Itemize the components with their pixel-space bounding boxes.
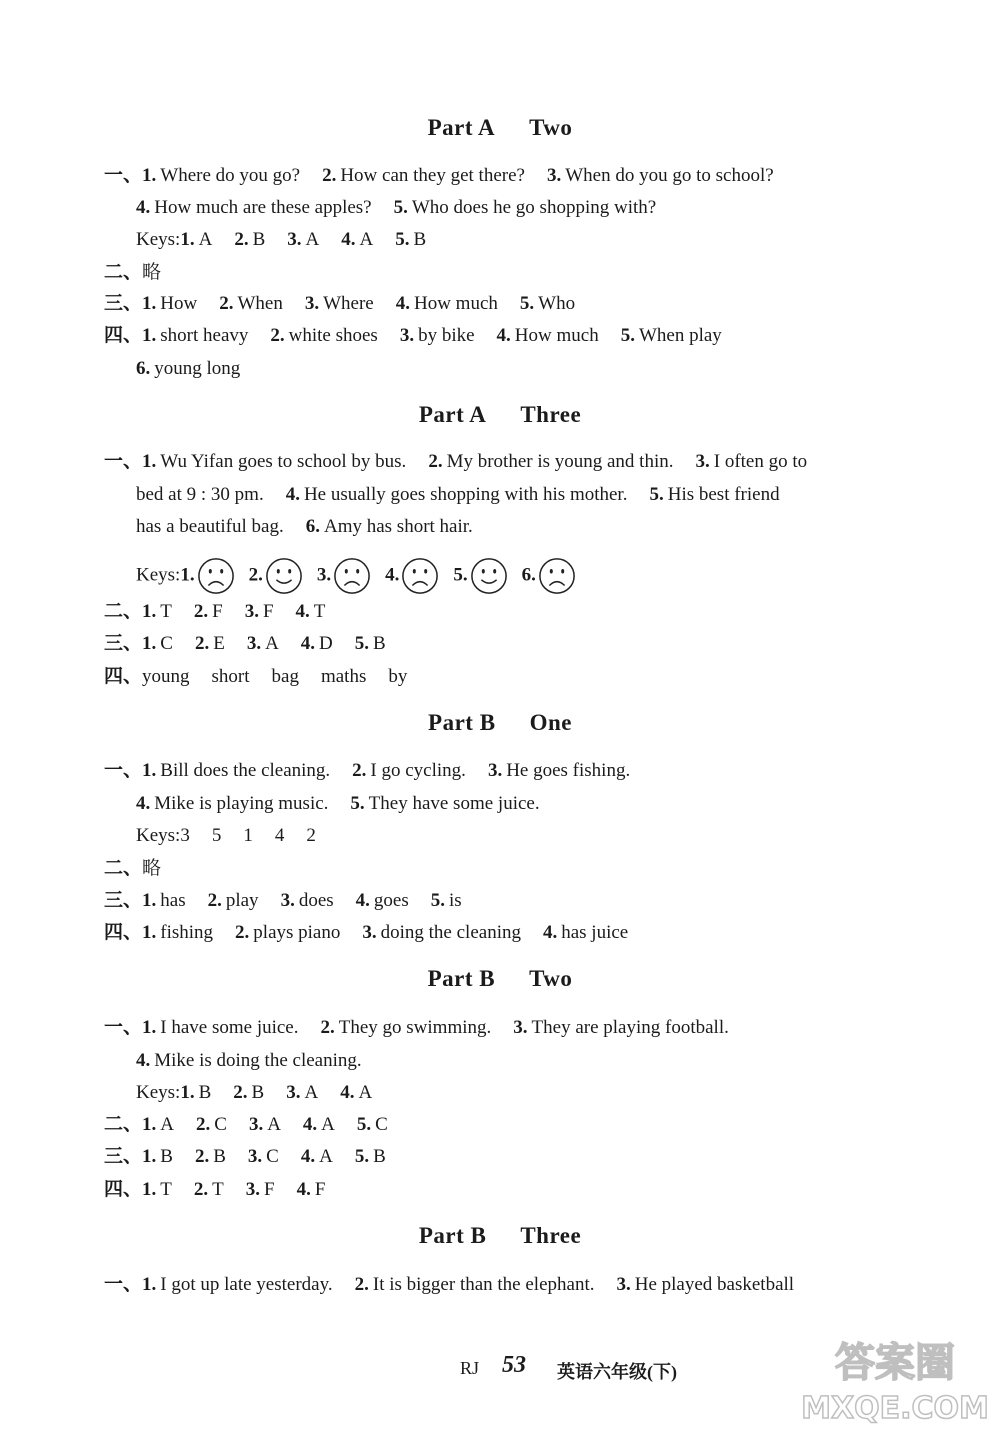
page-number: 53 — [502, 1352, 526, 1378]
item-number: 3. — [695, 451, 710, 472]
item-number: 2. — [219, 293, 234, 314]
section-part: Part B — [427, 966, 496, 991]
section-heading — [0, 966, 1000, 992]
sad-face-icon — [401, 557, 439, 595]
item-text: He usually goes shopping with his mother. — [303, 484, 628, 505]
watermark-top: 答案圈 — [835, 1340, 955, 1386]
answer-line — [136, 515, 473, 539]
item-text: has juice — [561, 922, 629, 943]
item-number: 2. — [207, 890, 222, 911]
item-number: 4. — [300, 633, 316, 654]
item-number: 1. — [180, 1082, 195, 1103]
item-number: 4. — [285, 484, 300, 505]
item-number: 3. — [513, 1017, 528, 1038]
watermark-bottom: MXQE.COM — [801, 1391, 989, 1426]
item-text: Mike is doing the cleaning. — [154, 1050, 362, 1071]
line-prefix: Keys: — [136, 564, 181, 586]
answer-line — [136, 792, 540, 816]
item-number: 1. — [142, 1179, 157, 1200]
item-number: 5. — [395, 229, 410, 250]
answer-line — [136, 228, 426, 252]
item-number: 1. — [142, 1146, 157, 1167]
answer-line — [104, 1178, 325, 1202]
item-number: 1. — [142, 601, 157, 622]
item-text: I have some juice. — [160, 1017, 299, 1038]
item-number: 4. — [496, 325, 511, 346]
line-prefix: 三、 — [104, 1146, 143, 1167]
item-text: Where — [323, 293, 374, 314]
item-text: My brother is young and thin. — [446, 451, 674, 472]
item-number: 2. — [233, 1082, 248, 1103]
item-text: short heavy — [160, 325, 249, 346]
answer-word: 5 — [211, 825, 222, 846]
item-number: 3. — [487, 760, 503, 781]
line-prefix: 四、 — [104, 325, 143, 346]
item-number: 3. — [616, 1274, 631, 1295]
line-prefix: 一、 — [104, 165, 143, 186]
line-prefix: 二、 — [104, 1114, 143, 1135]
item-number: 3. — [286, 1082, 301, 1103]
item-number: 1. — [142, 1274, 157, 1295]
section-part: Part A — [427, 115, 496, 140]
item-text: C — [266, 1146, 279, 1167]
footer-book-title: 英语六年级(下) — [557, 1362, 677, 1382]
item-number: 1. — [142, 1114, 157, 1135]
item-text: He played basketball — [634, 1274, 795, 1295]
item-text: A — [304, 1082, 319, 1103]
answer-line — [136, 357, 240, 381]
item-number: 2. — [193, 1179, 209, 1200]
item-text: has — [160, 890, 186, 911]
answer-line — [104, 261, 161, 285]
line-prefix: 三、 — [104, 633, 143, 654]
item-number: 2. — [352, 760, 367, 781]
section-heading — [0, 402, 1000, 428]
item-text: He goes fishing. — [506, 760, 631, 781]
answer-line — [104, 164, 774, 188]
answer-word: 2 — [306, 825, 316, 846]
item-number: 1. — [142, 760, 157, 781]
item-text: Who does he go shopping with? — [411, 197, 657, 218]
line-prefix: Keys: — [136, 229, 181, 250]
answer-word: 3 — [180, 825, 190, 846]
line-prefix: Keys: — [136, 1082, 181, 1103]
line-prefix: 四、 — [104, 1179, 143, 1200]
item-text: E — [213, 633, 225, 654]
item-text: They have some juice. — [368, 793, 540, 814]
answer-word: 4 — [274, 825, 285, 846]
answer-line — [104, 857, 161, 881]
answer-line — [136, 824, 338, 848]
item-text: Where do you go? — [160, 165, 301, 186]
item-text: B — [252, 229, 266, 250]
item-number: 2. — [322, 165, 337, 186]
section-title: Two — [529, 115, 573, 140]
answer-word: short — [211, 666, 250, 687]
line-prefix: 一、 — [104, 1274, 143, 1295]
section-title: Three — [520, 1223, 582, 1248]
item-text: white shoes — [288, 325, 378, 346]
item-number: 3. — [316, 564, 332, 586]
item-number: 5. — [620, 325, 635, 346]
item-text: T — [160, 601, 172, 622]
item-text: F — [262, 601, 274, 622]
item-number: 4. — [341, 229, 356, 250]
item-text: C — [214, 1114, 227, 1135]
item-number: 6. — [136, 358, 151, 379]
item-text: T — [160, 1179, 172, 1200]
answer-word: 1 — [243, 825, 253, 846]
item-text: A — [358, 1082, 373, 1103]
item-text: A — [305, 229, 320, 250]
item-number: 3. — [362, 922, 377, 943]
happy-face-icon — [265, 557, 303, 595]
item-text: bed at 9 : 30 pm. — [136, 484, 264, 505]
line-prefix: 四、 — [104, 922, 143, 943]
item-number: 3. — [244, 601, 259, 622]
item-number: 3. — [304, 293, 320, 314]
answer-word: bag — [271, 666, 299, 687]
item-text: goes — [373, 890, 409, 911]
item-number: 2. — [320, 1017, 335, 1038]
item-text: It is bigger than the elephant. — [372, 1274, 595, 1295]
item-text: I got up late yesterday. — [160, 1274, 333, 1295]
line-prefix: 四、 — [104, 666, 143, 687]
item-text: B — [373, 633, 386, 654]
item-text: Bill does the cleaning. — [160, 760, 331, 781]
item-text: A — [319, 1146, 333, 1167]
answer-line — [136, 483, 780, 507]
happy-face-icon — [470, 557, 508, 595]
item-number: 3. — [546, 165, 562, 186]
item-text: B — [213, 1146, 226, 1167]
item-text: A — [321, 1114, 335, 1135]
item-text: A — [198, 229, 213, 250]
answer-line — [104, 632, 386, 656]
item-text: B — [373, 1146, 386, 1167]
item-text: When play — [638, 325, 722, 346]
answer-line — [104, 324, 722, 348]
answer-line — [104, 292, 575, 316]
section-title: Three — [520, 402, 582, 427]
item-text: They are playing football. — [531, 1017, 729, 1038]
section-part: Part A — [418, 402, 487, 427]
item-text: is — [448, 890, 462, 911]
item-number: 4. — [136, 1050, 151, 1071]
watermark-logo — [800, 1330, 990, 1430]
answer-line — [136, 1049, 362, 1073]
line-prefix: 二、 — [104, 601, 143, 622]
item-text: B — [413, 229, 427, 250]
footer-edition: RJ — [460, 1358, 480, 1378]
answer-line — [104, 1145, 386, 1169]
item-text: I often go to — [713, 451, 808, 472]
item-text: Wu Yifan goes to school by bus. — [160, 451, 407, 472]
answer-line — [104, 759, 630, 783]
item-text: How much are these apples? — [154, 197, 372, 218]
item-number: 1. — [142, 451, 157, 472]
section-heading — [0, 1223, 1000, 1249]
item-number: 2. — [194, 1146, 210, 1167]
item-text: does — [298, 890, 334, 911]
item-number: 5. — [350, 793, 365, 814]
answer-line — [104, 1273, 794, 1297]
section-title: Two — [529, 966, 573, 991]
item-text: C — [160, 633, 173, 654]
line-prefix: 一、 — [104, 760, 143, 781]
item-number: 1. — [180, 229, 195, 250]
item-number: 4. — [295, 601, 310, 622]
line-text: 略 — [142, 858, 162, 879]
answer-line — [104, 921, 628, 945]
item-text: When — [237, 293, 283, 314]
item-number: 6. — [521, 564, 536, 586]
item-text: When do you go to school? — [565, 165, 774, 186]
item-number: 4. — [340, 1082, 355, 1103]
item-number: 4. — [136, 793, 151, 814]
line-prefix: 一、 — [104, 1017, 143, 1038]
section-part: Part B — [418, 1223, 487, 1248]
item-text: Mike is playing music. — [154, 793, 329, 814]
item-text: D — [319, 633, 333, 654]
line-prefix: Keys: — [136, 825, 181, 846]
item-number: 1. — [180, 564, 195, 586]
item-text: Who — [538, 293, 576, 314]
item-text: A — [267, 1114, 281, 1135]
item-number: 1. — [142, 1017, 157, 1038]
item-number: 5. — [519, 293, 535, 314]
item-text: Amy has short hair. — [323, 516, 473, 537]
item-text: B — [198, 1082, 212, 1103]
item-text: T — [212, 1179, 224, 1200]
item-text: play — [225, 890, 259, 911]
item-text: plays piano — [253, 922, 341, 943]
sad-face-icon — [197, 557, 235, 595]
item-text: A — [160, 1114, 174, 1135]
item-number: 5. — [453, 564, 468, 586]
item-number: 4. — [136, 197, 151, 218]
item-number: 6. — [305, 516, 320, 537]
item-text: How can they get there? — [340, 165, 525, 186]
item-number: 2. — [234, 229, 249, 250]
item-number: 3. — [287, 229, 302, 250]
item-text: How much — [514, 325, 599, 346]
item-text: young long — [154, 358, 241, 379]
item-number: 2. — [193, 601, 209, 622]
item-text: doing the cleaning — [380, 922, 521, 943]
item-number: 3. — [246, 633, 262, 654]
item-number: 2. — [235, 922, 250, 943]
item-number: 3. — [247, 1146, 263, 1167]
item-number: 1. — [142, 922, 157, 943]
item-number: 2. — [196, 1114, 211, 1135]
item-number: 4. — [542, 922, 558, 943]
answer-word: maths — [320, 666, 367, 687]
item-text: T — [313, 601, 326, 622]
item-number: 4. — [395, 293, 410, 314]
item-number: 5. — [354, 633, 370, 654]
line-text: 略 — [142, 262, 162, 283]
item-text: A — [359, 229, 374, 250]
item-number: 4. — [296, 1179, 311, 1200]
item-number: 1. — [142, 165, 157, 186]
item-text: His best friend — [667, 484, 780, 505]
item-text: F — [212, 601, 223, 622]
item-text: F — [314, 1179, 326, 1200]
item-number: 3. — [280, 890, 295, 911]
item-number: 1. — [142, 325, 157, 346]
sad-face-icon — [538, 557, 576, 595]
item-number: 2. — [428, 451, 443, 472]
item-text: A — [265, 633, 279, 654]
item-number: 4. — [300, 1146, 316, 1167]
section-heading — [0, 710, 1000, 736]
item-number: 1. — [142, 293, 157, 314]
item-text: B — [251, 1082, 265, 1103]
item-number: 5. — [430, 890, 445, 911]
item-number: 1. — [142, 633, 157, 654]
item-number: 2. — [248, 564, 263, 586]
item-text: How — [160, 293, 198, 314]
line-prefix: 三、 — [104, 293, 143, 314]
answer-line — [136, 196, 656, 220]
answer-line — [136, 557, 576, 595]
item-number: 3. — [399, 325, 415, 346]
item-number: 4. — [355, 890, 370, 911]
item-text: by bike — [418, 325, 475, 346]
item-number: 5. — [649, 484, 664, 505]
line-prefix: 三、 — [104, 890, 143, 911]
section-heading — [0, 115, 1000, 141]
line-prefix: 一、 — [104, 451, 143, 472]
answer-line — [136, 1081, 372, 1105]
sad-face-icon — [333, 557, 371, 595]
item-number: 1. — [142, 890, 157, 911]
item-number: 2. — [270, 325, 285, 346]
item-number: 3. — [245, 1179, 260, 1200]
answer-line — [104, 600, 325, 624]
item-text: F — [263, 1179, 275, 1200]
item-text: fishing — [160, 922, 214, 943]
item-number: 5. — [354, 1146, 370, 1167]
item-text: How much — [413, 293, 498, 314]
item-number: 3. — [248, 1114, 264, 1135]
item-text: I go cycling. — [370, 760, 466, 781]
section-part: Part B — [428, 710, 496, 735]
section-title: One — [529, 710, 572, 735]
item-text: C — [375, 1114, 388, 1135]
item-number: 4. — [385, 564, 400, 586]
item-number: 2. — [354, 1274, 369, 1295]
answer-word: young — [142, 666, 190, 687]
item-number: 2. — [194, 633, 210, 654]
item-number: 5. — [393, 197, 408, 218]
answer-line — [104, 665, 429, 689]
item-text: They go swimming. — [338, 1017, 492, 1038]
answer-line — [104, 1113, 388, 1137]
line-prefix: 二、 — [104, 858, 143, 879]
line-prefix: 二、 — [104, 262, 143, 283]
answer-line — [104, 1016, 729, 1040]
item-number: 4. — [302, 1114, 318, 1135]
answer-word: by — [388, 666, 408, 687]
item-text: has a beautiful bag. — [136, 516, 284, 537]
item-number: 5. — [356, 1114, 372, 1135]
answer-line — [104, 450, 807, 474]
answer-line — [104, 889, 462, 913]
item-text: B — [160, 1146, 173, 1167]
